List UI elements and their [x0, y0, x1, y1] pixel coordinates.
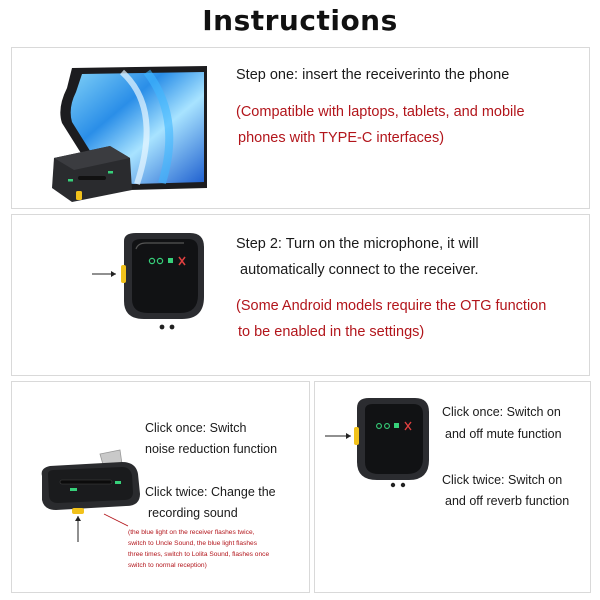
- receiver-click-once-line-1: Click once: Switch: [145, 421, 247, 435]
- receiver-fine-print-line-1: (the blue light on the receiver flashes twice,: [128, 529, 255, 536]
- step-two-heading-line-2: automatically connect to the receiver.: [240, 262, 479, 278]
- microphone-panel: [314, 381, 591, 593]
- phone-with-receiver-illustration: [12, 48, 212, 208]
- microphone-click-once-line-2: and off mute function: [445, 427, 562, 441]
- step-two-note-line-1: (Some Android models require the OTG function: [236, 298, 547, 314]
- step-one-panel: [11, 47, 590, 209]
- receiver-fine-print-line-2: switch to Uncle Sound, the blue light flashes: [128, 540, 258, 547]
- microphone-small-illustration: [315, 382, 435, 502]
- microphone-click-twice-line-1: Click twice: Switch on: [442, 473, 563, 487]
- step-two-heading-line-1: Step 2: Turn on the microphone, it will: [236, 236, 479, 252]
- receiver-click-twice-line-1: Click twice: Change the: [145, 485, 276, 499]
- step-one-note-line-1: (Compatible with laptops, tablets, and mobile: [236, 104, 525, 120]
- receiver-panel: [11, 381, 310, 593]
- microphone-click-twice-line-2: and off reverb function: [445, 494, 570, 508]
- receiver-click-once-line-2: noise reduction function: [145, 442, 278, 456]
- step-one-note-line-2: phones with TYPE-C interfaces): [238, 130, 445, 146]
- receiver-click-twice-line-2: recording sound: [148, 506, 238, 520]
- receiver-fine-print-line-3: three times, switch to Lolita Sound, flashes once: [128, 551, 270, 558]
- step-two-panel: [11, 214, 590, 376]
- receiver-fine-print-line-4: switch to normal reception): [128, 562, 207, 569]
- step-one-heading: Step one: insert the receiverinto the phone: [236, 67, 510, 83]
- microphone-click-once-line-1: Click once: Switch on: [442, 405, 561, 419]
- microphone-illustration: [12, 215, 212, 375]
- step-two-note-line-2: to be enabled in the settings): [238, 324, 425, 340]
- page-title: Instructions: [202, 4, 398, 37]
